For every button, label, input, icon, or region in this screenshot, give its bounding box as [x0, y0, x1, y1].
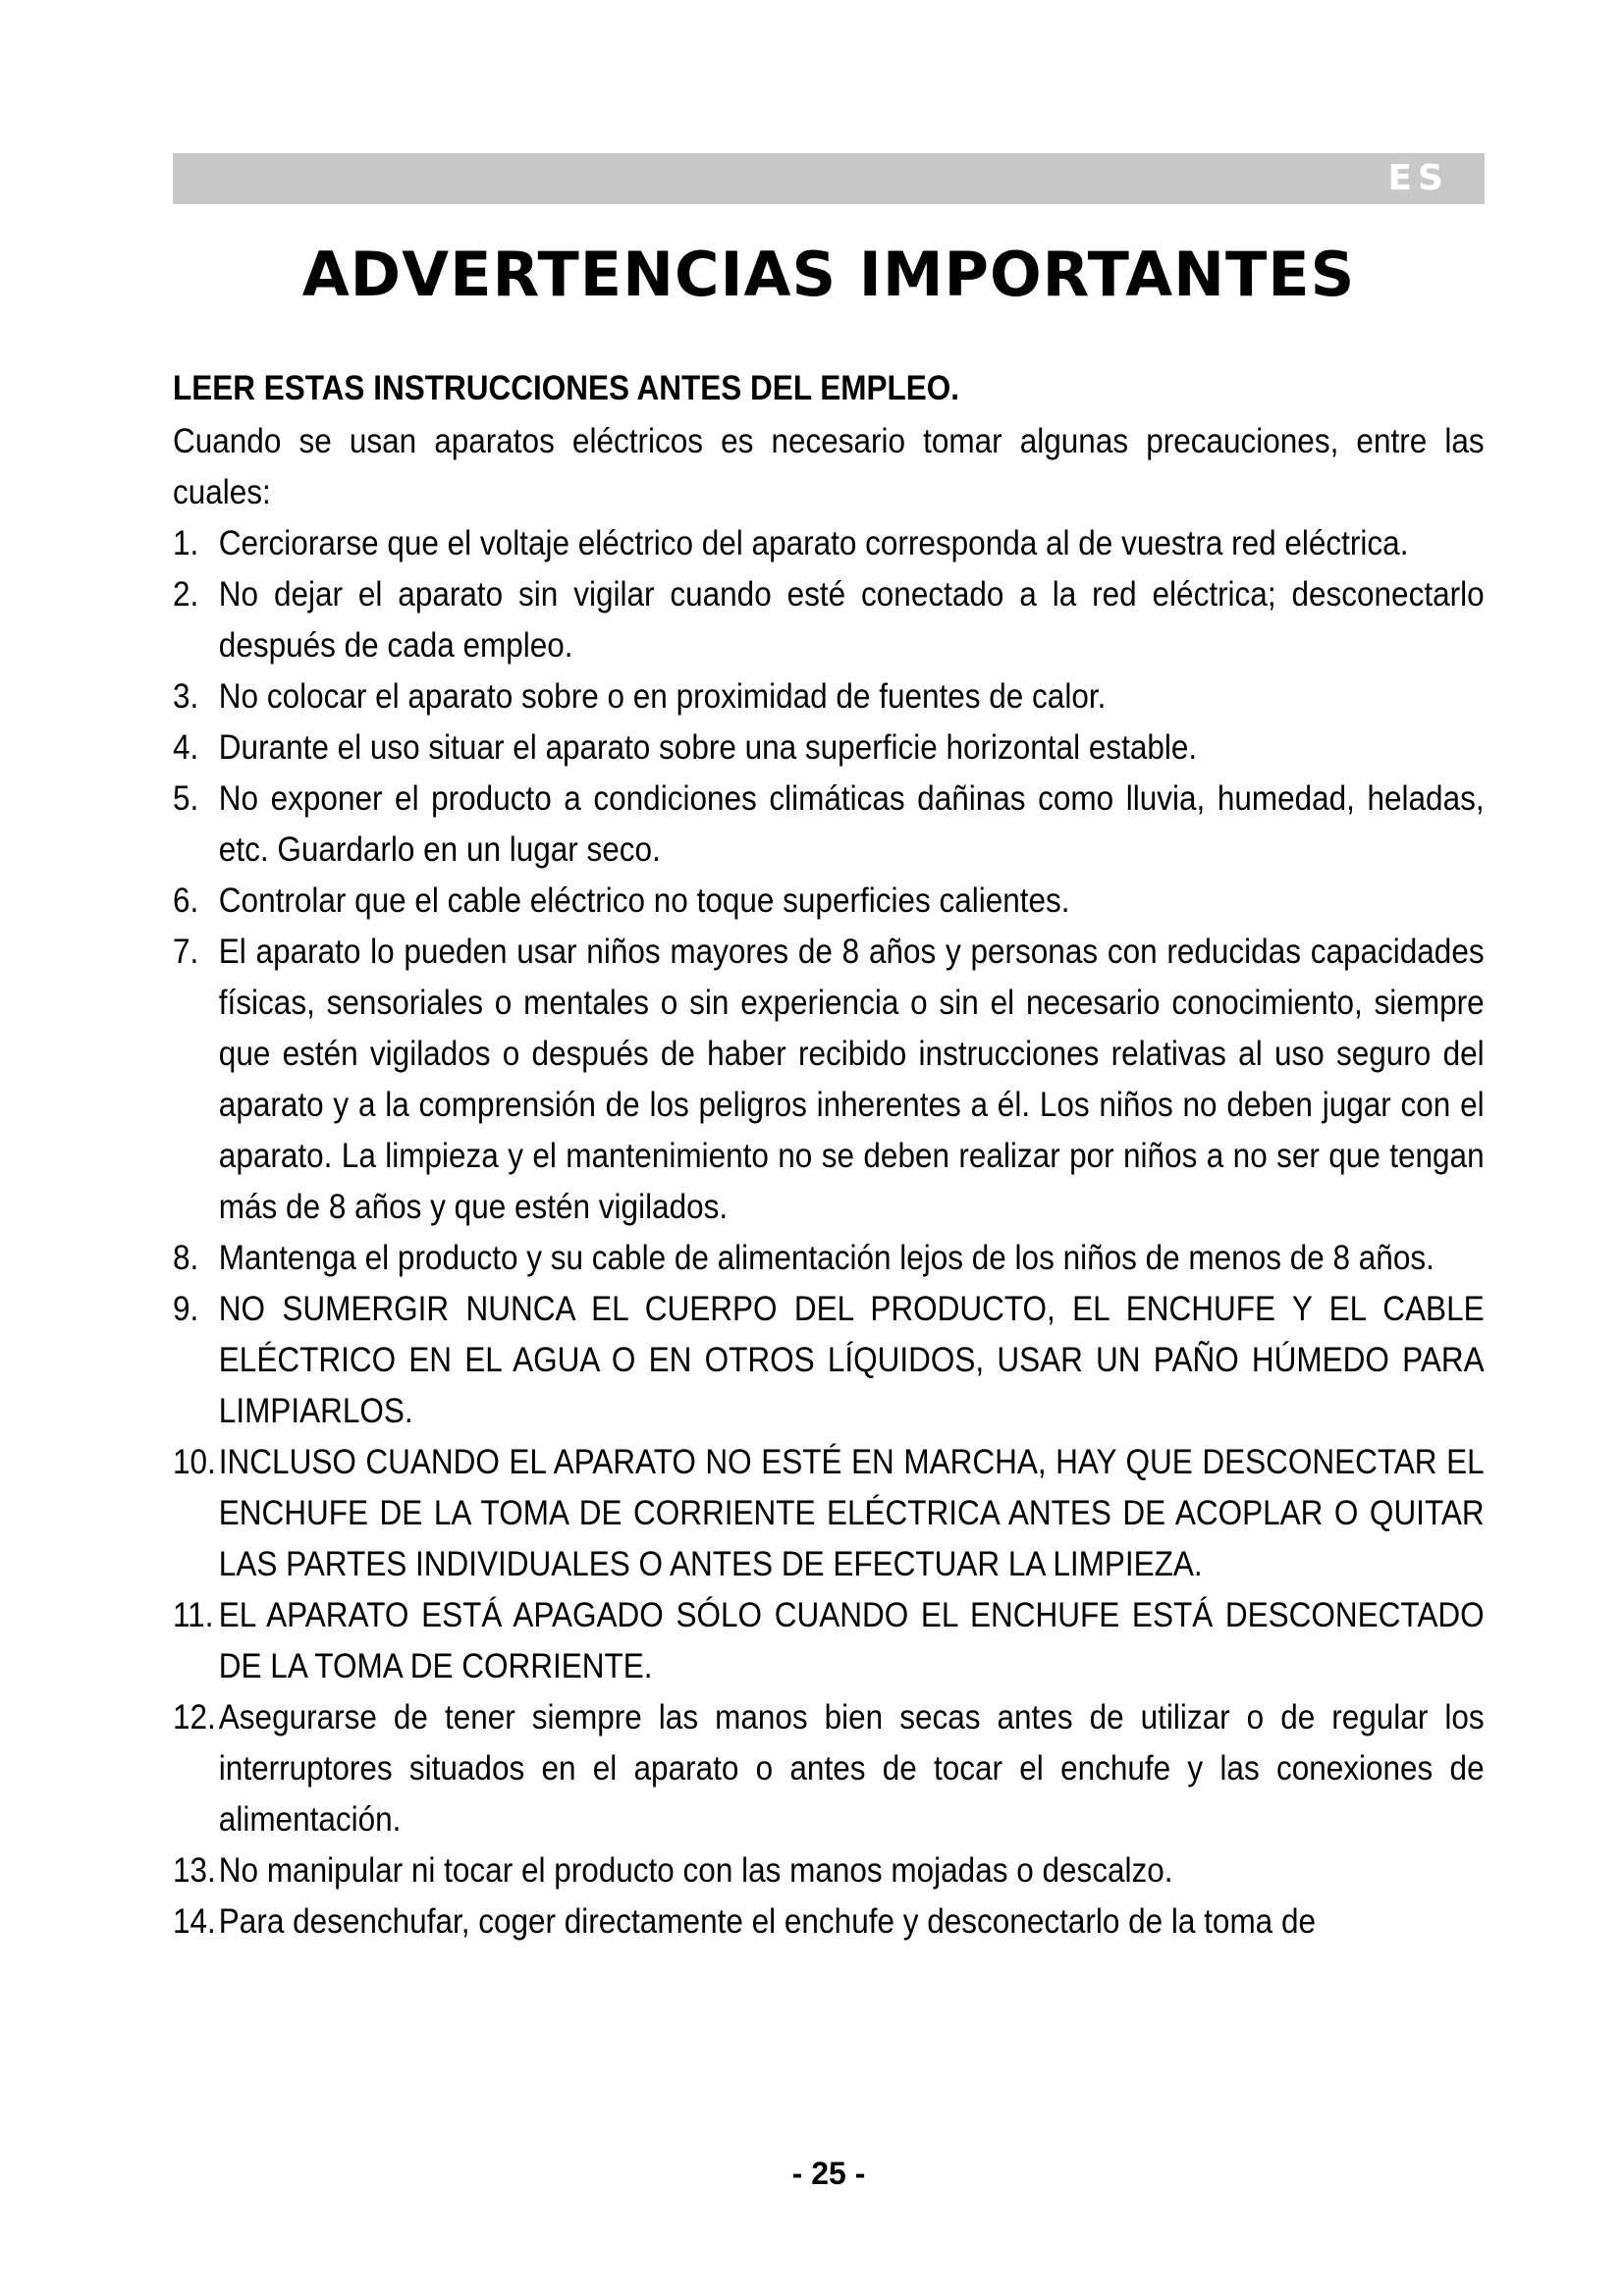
list-item: [173, 1896, 1485, 1948]
language-header-bar: [173, 153, 1485, 204]
item-number: 3.: [173, 677, 199, 716]
item-number: 2.: [173, 575, 199, 614]
item-number: 6.: [173, 881, 199, 920]
item-text: No exponer el producto a condiciones climáticas dañinas como lluvia, humedad, heladas, etc. Guardarlo en un lugar seco.: [218, 779, 1485, 869]
item-text: Durante el uso situar el aparato sobre una superficie horizontal estable.: [218, 728, 1198, 767]
item-text: Mantenga el producto y su cable de alimentación lejos de los niños de menos de 8 años.: [218, 1239, 1435, 1277]
item-number: 4.: [173, 728, 199, 767]
warnings-list: [173, 518, 1485, 1948]
item-text: Cerciorarse que el voltaje eléctrico del aparato corresponda al de vuestra red eléctrica.: [218, 524, 1409, 562]
item-text: INCLUSO CUANDO EL APARATO NO ESTÉ EN MARCHA, HAY QUE DESCONECTAR EL ENCHUFE DE LA TOMA DE CORRIENTE ELÉCTRICA ANTES DE ACOPLAR O QUITAR LAS PARTES INDIVIDUALES O ANTES DE EFECTUAR LA LIMPIEZA.: [218, 1443, 1485, 1583]
item-text: No colocar el aparato sobre o en proximidad de fuentes de calor.: [218, 677, 1107, 716]
item-text: Asegurarse de tener siempre las manos bien secas antes de utilizar o de regular los interruptores situados en el aparato o antes de tocar el enchufe y las conexiones de alimentación.: [218, 1698, 1485, 1839]
language-code: ES: [1387, 158, 1449, 198]
main-content: [173, 363, 1485, 1948]
list-item: [173, 518, 1485, 569]
item-number: 14.: [173, 1902, 216, 1941]
section-subheading: LEER ESTAS INSTRUCCIONES ANTES DEL EMPLEO.: [173, 369, 960, 407]
list-item: [173, 876, 1485, 927]
item-number: 12.: [173, 1698, 216, 1736]
item-number: 13.: [173, 1851, 216, 1890]
item-number: 11.: [173, 1596, 214, 1634]
item-number: 7.: [173, 933, 199, 971]
list-item: [173, 569, 1485, 671]
list-item: [173, 1692, 1485, 1845]
item-text: No manipular ni tocar el producto con las manos mojadas o descalzo.: [218, 1851, 1173, 1890]
list-item: [173, 1233, 1485, 1284]
list-item: [173, 774, 1485, 876]
item-number: 9.: [173, 1290, 199, 1328]
item-number: 8.: [173, 1239, 199, 1277]
item-text: NO SUMERGIR NUNCA EL CUERPO DEL PRODUCTO, EL ENCHUFE Y EL CABLE ELÉCTRICO EN EL AGUA O EN OTROS LÍQUIDOS, USAR UN PAÑO HÚMEDO PARA LIMPIARLOS.: [218, 1290, 1485, 1430]
list-item: [173, 671, 1485, 722]
item-text: Para desenchufar, coger directamente el enchufe y desconectarlo de la toma de: [218, 1902, 1316, 1941]
list-item: [173, 1845, 1485, 1896]
page-number: - 25 -: [791, 2156, 866, 2191]
list-item: [173, 1284, 1485, 1437]
intro-paragraph: Cuando se usan aparatos eléctricos es necesario tomar algunas precauciones, entre las cuales:: [173, 422, 1485, 511]
list-item: [173, 1590, 1485, 1692]
page-title: ADVERTENCIAS IMPORTANTES: [301, 239, 1356, 310]
item-text: El aparato lo pueden usar niños mayores de 8 años y personas con reducidas capacidades físicas, sensoriales o mentales o sin experiencia o sin el necesario conocimiento, siempre que estén vigilados o después de haber recibido instrucciones relativas al uso seguro del aparato y a la comprensión de los peligros inherentes a él. Los niños no deben jugar con el aparato. La limpieza y el mantenimiento no se deben realizar por niños a no ser que tengan más de 8 años y que estén vigilados.: [218, 933, 1485, 1226]
item-number: 5.: [173, 779, 199, 818]
item-text: Controlar que el cable eléctrico no toque superficies calientes.: [218, 881, 1070, 920]
list-item: [173, 1437, 1485, 1590]
list-item: [173, 927, 1485, 1233]
item-number: 1.: [173, 524, 199, 562]
list-item: [173, 722, 1485, 774]
item-text: EL APARATO ESTÁ APAGADO SÓLO CUANDO EL ENCHUFE ESTÁ DESCONECTADO DE LA TOMA DE CORRIENTE.: [218, 1596, 1485, 1685]
item-text: No dejar el aparato sin vigilar cuando esté conectado a la red eléctrica; desconectarlo después de cada empleo.: [218, 575, 1485, 665]
item-number: 10.: [173, 1443, 216, 1481]
